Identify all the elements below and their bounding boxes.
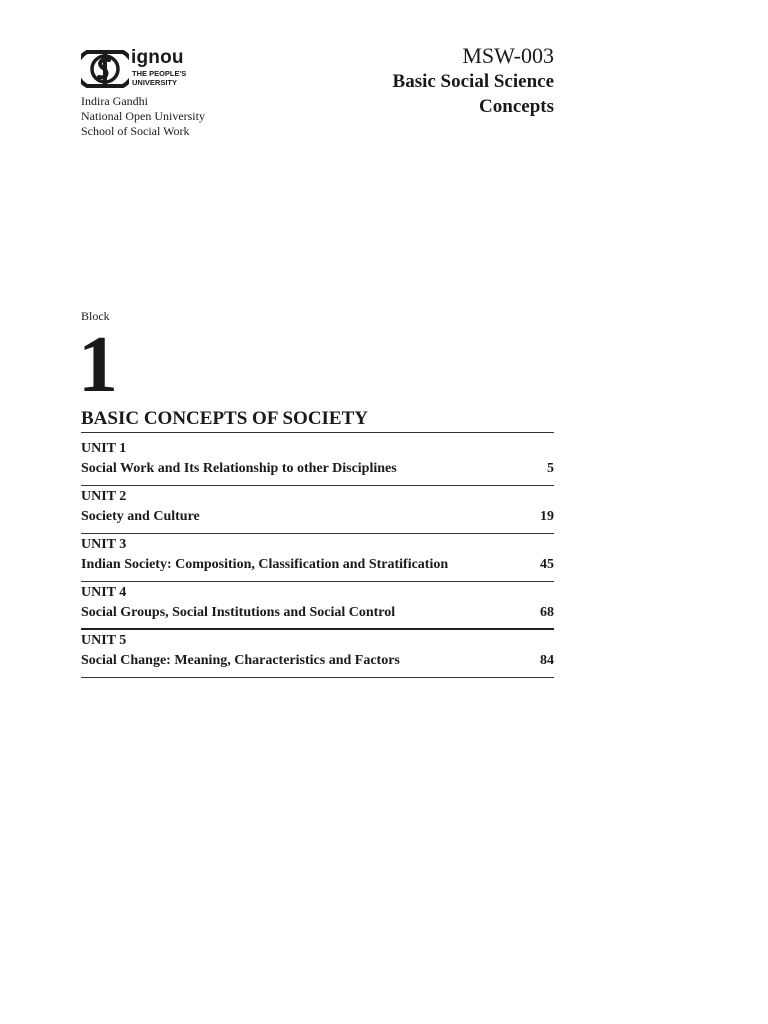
unit-label: UNIT 1	[81, 441, 127, 456]
unit-row	[81, 535, 554, 582]
unit-title: Indian Society: Composition, Classification and Stratification	[81, 557, 449, 572]
unit-label: UNIT 4	[81, 585, 127, 600]
institution-line-2: National Open University	[81, 109, 205, 123]
course-header	[393, 43, 554, 119]
logo-wordmark: ignou	[131, 47, 184, 68]
ignou-logo	[81, 47, 201, 91]
course-title-line-1: Basic Social Science	[392, 71, 554, 92]
unit-label: UNIT 3	[81, 537, 127, 552]
unit-page-number: 68	[540, 605, 554, 620]
unit-row	[81, 631, 554, 678]
unit-title: Social Change: Meaning, Characteristics and Factors	[81, 653, 400, 668]
unit-page-number: 84	[540, 653, 554, 668]
unit-label: UNIT 5	[81, 633, 127, 648]
block-label: Block	[81, 309, 110, 323]
unit-row	[81, 583, 554, 630]
institution-name	[81, 94, 205, 139]
unit-row	[81, 439, 554, 486]
course-code: MSW-003	[462, 43, 554, 68]
block-title: BASIC CONCEPTS OF SOCIETY	[81, 407, 554, 433]
unit-list	[81, 439, 554, 679]
institution-line-1: Indira Gandhi	[81, 94, 148, 108]
block-number: 1	[78, 321, 118, 409]
unit-row	[81, 487, 554, 534]
ignou-emblem-icon	[81, 47, 129, 91]
unit-title: Society and Culture	[81, 509, 200, 524]
unit-title: Social Groups, Social Institutions and Social Control	[81, 605, 396, 620]
unit-page-number: 19	[540, 509, 554, 524]
unit-title: Social Work and Its Relationship to other Disciplines	[81, 461, 397, 476]
unit-page-number: 45	[540, 557, 554, 572]
unit-label: UNIT 2	[81, 489, 127, 504]
logo-tagline-1: THE PEOPLE'S	[132, 69, 187, 78]
logo-tagline-2: UNIVERSITY	[132, 78, 178, 87]
course-title-line-2: Concepts	[479, 96, 554, 117]
institution-line-3: School of Social Work	[81, 124, 190, 138]
unit-page-number: 5	[547, 461, 554, 476]
